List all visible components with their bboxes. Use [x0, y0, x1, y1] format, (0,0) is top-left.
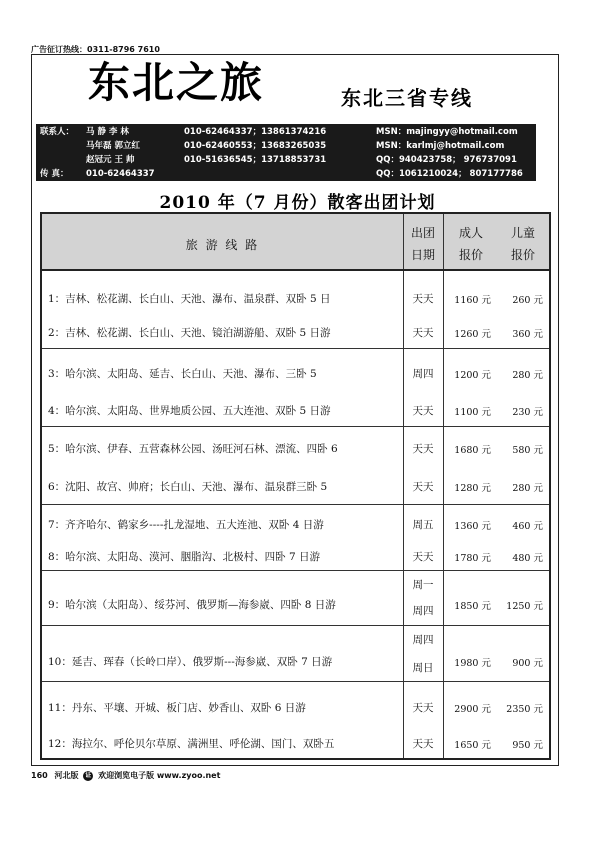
group-divider: [42, 348, 549, 349]
contact-phones: 010-51636545；13718853731: [184, 155, 327, 165]
plan-title: 2010 年（7 月份）散客出团计划: [159, 193, 436, 213]
tour-table: [40, 212, 551, 760]
route-text: 5：哈尔滨、伊春、五营森林公园、汤旺河石林、漂流、四卧 6: [48, 443, 338, 455]
route-text: 10：延吉、珲春（长岭口岸）、俄罗斯---海参崴、双卧 7 日游: [48, 656, 333, 668]
page-footer: [31, 770, 220, 781]
group-divider: [42, 681, 549, 682]
departure-text: 周四: [412, 634, 434, 646]
header-departure-line2: 日期: [410, 248, 435, 262]
adult-price: 1780 元: [454, 553, 491, 564]
departure-text: 周四: [412, 368, 434, 380]
route-text: 9：哈尔滨（太阳岛）、绥芬河、俄罗斯—海参崴、四卧 8 日游: [48, 599, 336, 611]
route-text: 4：哈尔滨、太阳岛、世界地质公园、五大连池、双卧 5 日游: [48, 405, 331, 417]
departure-text: 天天: [412, 481, 434, 493]
departure-text: 周一: [412, 579, 434, 591]
departure-text: 天天: [412, 405, 434, 417]
departure-text: 周五: [412, 519, 434, 531]
child-price: 260 元: [512, 295, 543, 306]
departure-text: 天天: [412, 702, 434, 714]
contact-im: MSN：karlmj@hotmail.com: [376, 141, 505, 151]
contact-row: [36, 125, 536, 139]
adult-price: 2900 元: [454, 704, 491, 715]
brand-subtitle: 东北三省专线: [341, 86, 473, 110]
route-text: 1：吉林、松花湖、长白山、天池、瀑布、温泉群、双卧 5 日: [48, 293, 331, 305]
route-text: 3：哈尔滨、太阳岛、延吉、长白山、天池、瀑布、三卧 5: [48, 368, 317, 380]
brand-title: 东北之旅: [88, 58, 265, 107]
contact-names: 马 静 李 林: [86, 127, 129, 137]
contact-row: [36, 153, 536, 167]
ad-hotline: 广告征订热线：0311-8796 7610: [31, 45, 160, 54]
adult-price: 1360 元: [454, 521, 491, 532]
page-number: 160: [31, 771, 48, 780]
child-price: 280 元: [512, 483, 543, 494]
route-text: 7：齐齐哈尔、鹤家乡----扎龙湿地、五大连池、双卧 4 日游: [48, 519, 324, 531]
route-text: 12：海拉尔、呼伦贝尔草原、满洲里、呼伦湖、国门、双卧五: [48, 738, 335, 750]
child-price: 480 元: [512, 553, 543, 564]
departure-text: 天天: [412, 443, 434, 455]
column-divider: [443, 271, 444, 758]
contact-names: 马年磊 郭立红: [86, 141, 140, 151]
adult-price: 1160 元: [454, 295, 491, 306]
departure-text: 天天: [412, 293, 434, 305]
child-price: 280 元: [512, 370, 543, 381]
adult-price: 1650 元: [454, 740, 491, 751]
route-text: 2：吉林、松花湖、长白山、天池、镜泊湖游船、双卧 5 日游: [48, 327, 331, 339]
child-price: 900 元: [512, 658, 543, 669]
route-text: 6：沈阳、故宫、帅府；长白山、天池、瀑布、温泉群三卧 5: [48, 481, 328, 493]
adult-price: 1980 元: [454, 658, 491, 669]
header-adult-line2: 报价: [458, 248, 483, 262]
departure-text: 天天: [412, 738, 434, 750]
publisher-logo-icon: 证: [85, 771, 92, 779]
departure-text: 天天: [412, 551, 434, 563]
contact-phones: 010-62460553；13683265035: [184, 141, 327, 151]
group-divider: [42, 570, 549, 571]
contact-label: 传 真：: [40, 169, 69, 179]
table-header: [42, 214, 549, 271]
header-child-line1: 儿童: [510, 226, 535, 240]
adult-price: 1680 元: [454, 445, 491, 456]
child-price: 460 元: [512, 521, 543, 532]
group-divider: [42, 426, 549, 427]
edition-label: 河北版: [54, 771, 79, 780]
header-divider: [443, 214, 444, 269]
child-price: 360 元: [512, 329, 543, 340]
contact-names: 赵冠元 王 帅: [86, 155, 135, 165]
column-divider: [403, 271, 404, 758]
adult-price: 1260 元: [454, 329, 491, 340]
route-text: 8：哈尔滨、太阳岛、漠河、胭脂沟、北极村、四卧 7 日游: [48, 551, 321, 563]
contact-label: 联系人：: [40, 127, 75, 137]
contact-fax: 010-62464337: [86, 169, 155, 179]
departure-text: 周日: [412, 662, 434, 674]
departure-text: 周四: [412, 605, 434, 617]
route-text: 11：丹东、平壤、开城、板门店、妙香山、双卧 6 日游: [48, 702, 306, 714]
header-child-line2: 报价: [510, 248, 535, 262]
group-divider: [42, 504, 549, 505]
departure-text: 天天: [412, 327, 434, 339]
header-departure-line1: 出团: [410, 226, 435, 240]
adult-price: 1100 元: [454, 407, 491, 418]
child-price: 1250 元: [506, 601, 543, 612]
footer-tagline: 欢迎浏览电子版 www.zyoo.net: [98, 771, 221, 780]
contact-im: QQ：940423758； 976737091: [376, 155, 517, 165]
contact-phones: 010-62464337；13861374216: [184, 127, 327, 137]
child-price: 230 元: [512, 407, 543, 418]
child-price: 950 元: [512, 740, 543, 751]
child-price: 2350 元: [506, 704, 543, 715]
contact-row: [36, 139, 536, 153]
contact-row: [36, 167, 536, 181]
adult-price: 1280 元: [454, 483, 491, 494]
contact-block: [36, 124, 536, 181]
child-price: 580 元: [512, 445, 543, 456]
header-adult-line1: 成人: [458, 226, 483, 240]
adult-price: 1850 元: [454, 601, 491, 612]
adult-price: 1200 元: [454, 370, 491, 381]
header-route: 旅 游 线 路: [185, 238, 260, 252]
group-divider: [42, 625, 549, 626]
contact-im: MSN：majingyy@hotmail.com: [376, 127, 518, 137]
contact-im: QQ：1061210024； 807177786: [376, 169, 523, 179]
